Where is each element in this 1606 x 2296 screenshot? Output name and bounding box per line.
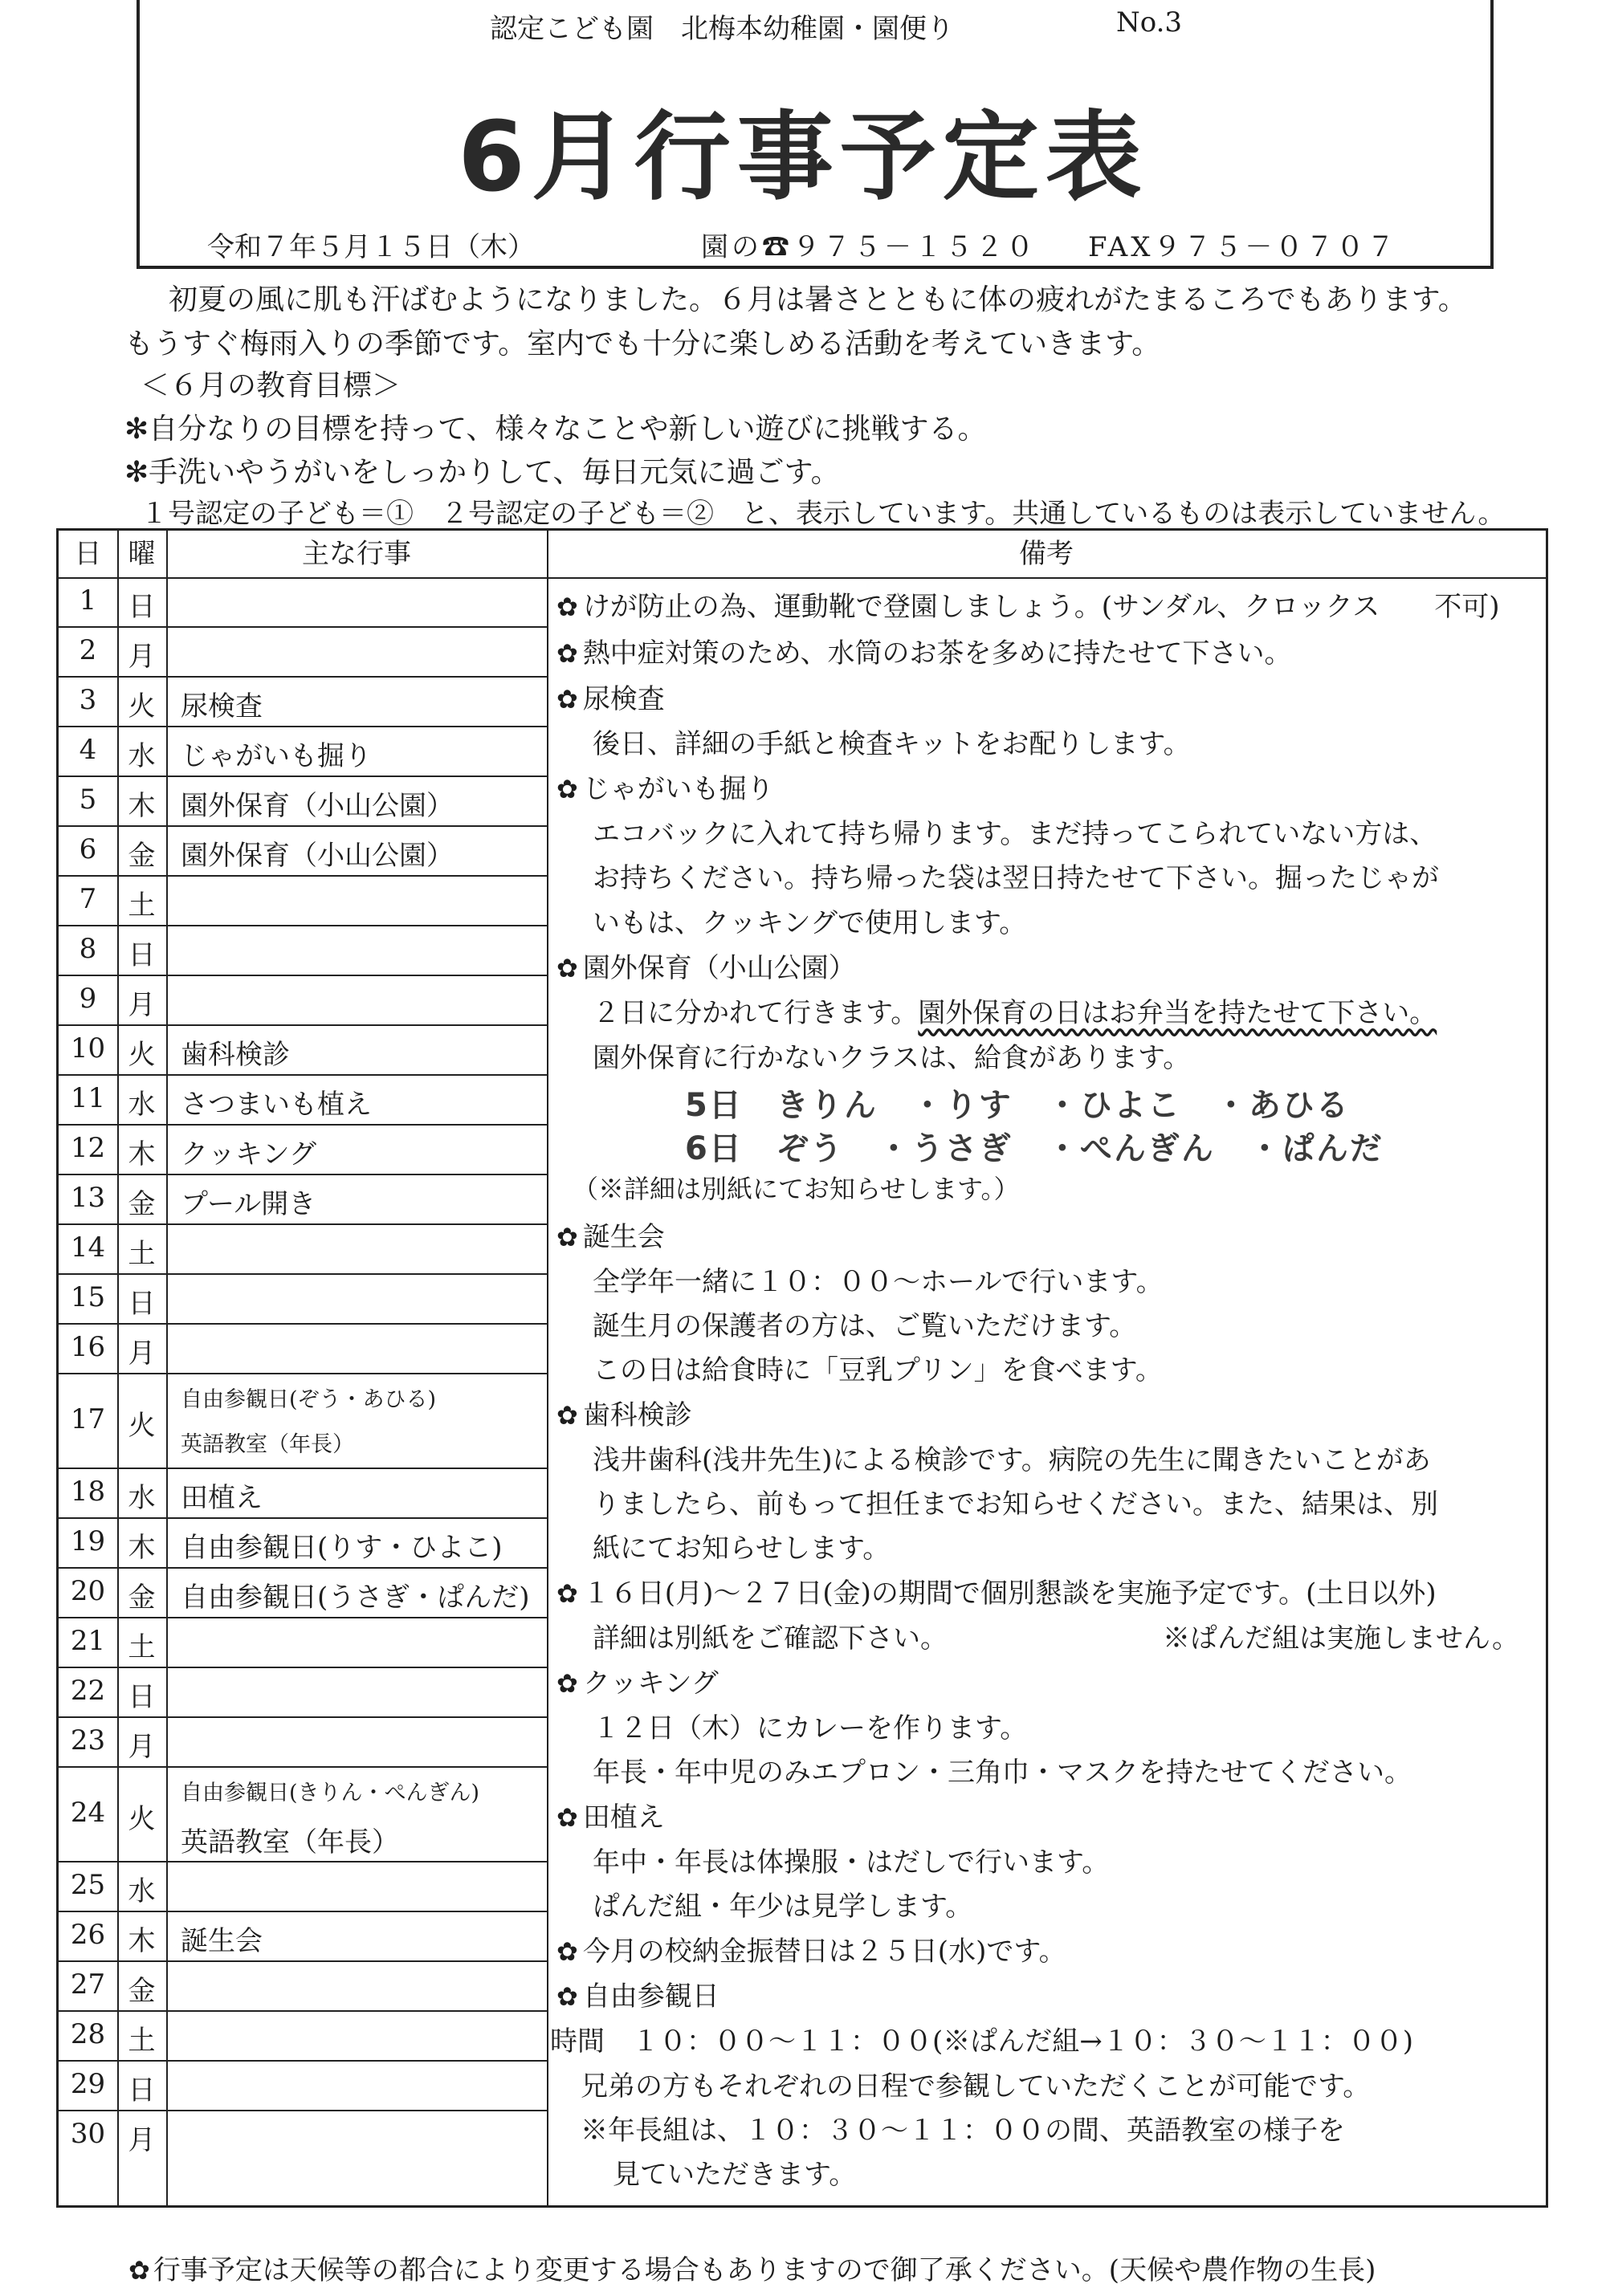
event-name: 自由参観日(りす・ひよこ) (181, 1532, 503, 1564)
table-row (59, 677, 547, 727)
day-number: 16 (70, 1331, 106, 1363)
day-number: 6 (79, 833, 97, 865)
event-name-secondary: 英語教室（年長） (181, 1826, 399, 1858)
event-name: 田植え (181, 1482, 263, 1514)
event-name: 尿検査 (181, 690, 263, 723)
weekday: 木 (128, 1925, 156, 1957)
note-visit-3: 見ていただきます。 (613, 2159, 857, 2191)
event-name: さつまいも植え (181, 1089, 372, 1121)
weekday: 金 (128, 840, 156, 872)
note-visit-title: ✿ 自由参観日 (556, 1974, 719, 2013)
day-number: 18 (70, 1476, 106, 1508)
fax-number: FAX９７５－０７０７ (1088, 231, 1398, 263)
day-number: 29 (70, 2068, 106, 2100)
table-row (59, 1224, 547, 1274)
day-number: 11 (70, 1082, 106, 1114)
note-payment: ✿ 今月の校納金振替日は２５日(水)です。 (556, 1929, 1066, 1968)
table-row (59, 2111, 547, 2160)
issue-number: No.3 (1116, 6, 1183, 39)
day-number: 17 (70, 1403, 106, 1435)
certification-legend: １号認定の子ども＝① ２号認定の子ども＝② と、表示しています。共通しているものは表示していません。 (141, 498, 1506, 530)
weekday: 水 (128, 1482, 156, 1514)
note-meetings: ✿ １６日(月)～２７日(金)の期間で個別懇談を実施予定です。(土日以外) (556, 1571, 1437, 1610)
phone-number: 園の☎９７５－１５２０ (701, 231, 1037, 263)
event-name: じゃがいも掘り (181, 740, 372, 772)
note-potato-1: エコバックに入れて持ち帰ります。まだ持ってこられていない方は、 (593, 818, 1437, 850)
table-row (59, 1174, 547, 1224)
note-cooking-1: １２日（木）にカレーを作ります。 (593, 1712, 1028, 1744)
note-visit-1: 兄弟の方もそれぞれの日程で参観していただくことが可能です。 (581, 2070, 1371, 2103)
weekday: 土 (128, 2025, 156, 2057)
column-divider (547, 531, 548, 2205)
weekday: 水 (128, 1875, 156, 1907)
day-number: 23 (70, 1724, 106, 1757)
weekday: 月 (128, 641, 156, 673)
table-row (59, 1324, 547, 1374)
table-row (59, 1075, 547, 1125)
day-number: 4 (79, 734, 97, 766)
table-row (59, 1961, 547, 2011)
event-name: 自由参観日(ぞう・あひる) (181, 1387, 437, 1412)
table-row (59, 2011, 547, 2061)
weekday: 月 (128, 989, 156, 1021)
weekday: 日 (128, 591, 156, 623)
table-row (59, 577, 547, 627)
day-number: 22 (70, 1675, 106, 1707)
note-outing-1 (593, 991, 1437, 1030)
day-number: 10 (70, 1032, 106, 1065)
weekday: 月 (128, 1731, 156, 1763)
note-potato-title: ✿ じゃがいも掘り (556, 767, 774, 806)
day-number: 19 (70, 1525, 106, 1557)
school-name: 認定こども園 北梅本幼稚園・園便り (490, 13, 954, 45)
day-number: 1 (79, 584, 97, 617)
day-number: 2 (79, 634, 97, 666)
weekday: 水 (128, 1089, 156, 1121)
header-event: 主な行事 (302, 538, 411, 570)
note-outing-title: ✿ 園外保育（小山公園） (556, 946, 856, 985)
table-row (59, 1374, 547, 1468)
weekday: 日 (128, 2074, 156, 2107)
weekday: 日 (128, 1288, 156, 1320)
note-dental-3: 紙にてお知らせします。 (593, 1533, 891, 1565)
day-number: 5 (79, 784, 97, 816)
table-row (59, 926, 547, 975)
weekday: 金 (128, 1188, 156, 1220)
note-outing-2: 園外保育に行かないクラスは、給食があります。 (593, 1042, 1191, 1074)
day-number: 14 (70, 1231, 106, 1264)
note-dental-title: ✿ 歯科検診 (556, 1393, 692, 1432)
weekday: 火 (128, 1410, 156, 1442)
event-name: 歯科検診 (181, 1039, 290, 1071)
note-birthday-1: 全学年一緒に１０：００～ホールで行います。 (593, 1266, 1164, 1298)
table-row (59, 1667, 547, 1717)
day-number: 25 (70, 1869, 106, 1901)
table-row (59, 975, 547, 1025)
header-day: 日 (74, 538, 102, 570)
day-number: 30 (70, 2118, 106, 2150)
table-row (59, 1717, 547, 1767)
note-birthday-3: この日は給食時に「豆乳プリン」を食べます。 (593, 1354, 1163, 1386)
goal-1: ✻自分なりの目標を持って、様々なことや新しい遊びに挑戦する。 (124, 413, 987, 446)
schedule-table (56, 528, 1548, 2208)
goal-2: ✻手洗いやうがいをしっかりして、毎日元気に過ごす。 (124, 456, 840, 489)
weekday: 金 (128, 1582, 156, 1614)
note-heatstroke: ✿ 熱中症対策のため、水筒のお茶を多めに持たせて下さい。 (556, 631, 1291, 670)
table-row (59, 1274, 547, 1324)
note-birthday-title: ✿ 誕生会 (556, 1215, 665, 1254)
event-name: 園外保育（小山公園） (181, 790, 454, 822)
day-number: 27 (70, 1968, 106, 2001)
table-row (59, 1911, 547, 1961)
weekday: 土 (128, 1631, 156, 1663)
weekday: 木 (128, 1532, 156, 1564)
intro-line-2: もうすぐ梅雨入りの季節です。室内でも十分に楽しめる活動を考えていきます。 (124, 328, 1161, 360)
event-name: クッキング (181, 1138, 316, 1170)
table-row (59, 1468, 547, 1518)
day-number: 24 (70, 1797, 106, 1829)
note-rice-2: ぱんだ組・年少は見学します。 (593, 1891, 973, 1923)
day-number: 20 (70, 1575, 106, 1607)
weekday: 日 (128, 1681, 156, 1713)
table-row (59, 1025, 547, 1075)
footer-note: ✿ 行事予定は天候等の都合により変更する場合もありますので御了承ください。(天候や農作物の生長) (128, 2248, 1376, 2287)
note-visit-2: ※年長組は、１０：３０～１１：００の間、英語教室の様子を (581, 2115, 1345, 2147)
day-number: 21 (70, 1625, 106, 1657)
event-name: 園外保育（小山公園） (181, 840, 454, 872)
event-name: 誕生会 (181, 1925, 263, 1957)
event-name: 自由参観日(きりん・ぺんぎん) (181, 1781, 480, 1805)
weekday: 火 (128, 1039, 156, 1071)
day-number: 12 (70, 1132, 106, 1164)
note-cooking-2: 年長・年中児のみエプロン・三角巾・マスクを持たせてください。 (593, 1757, 1412, 1789)
note-outing-detail: （※詳細は別紙にてお知らせします。） (573, 1174, 1020, 1204)
header-weekday: 曜 (128, 538, 156, 570)
weekday: 日 (128, 939, 156, 971)
note-shoes: ✿ けが防止の為、運動靴で登園しましょう。(サンダル、クロックス 不可) (556, 584, 1500, 624)
table-row (59, 876, 547, 926)
weekday: 水 (128, 740, 156, 772)
table-row (59, 1125, 547, 1174)
weekday: 土 (128, 889, 156, 922)
goals-heading: ＜６月の教育目標＞ (141, 369, 402, 402)
table-row (59, 1862, 547, 1911)
table-row (59, 826, 547, 876)
day-number: 28 (70, 2018, 106, 2050)
intro-line-1: 初夏の風に肌も汗ばむようになりました。６月は暑さとともに体の疲れがたまるころでもあります。 (169, 283, 1467, 316)
note-birthday-2: 誕生月の保護者の方は、ご覧いただけます。 (593, 1310, 1137, 1342)
table-row (59, 1518, 547, 1568)
table-row (59, 776, 547, 826)
table-row (59, 1618, 547, 1667)
weekday: 火 (128, 690, 156, 723)
event-name: 自由参観日(うさぎ・ぱんだ) (181, 1582, 530, 1614)
note-visit-time: 時間 １０：００～１１：００(※ぱんだ組→１０：３０～１１：００) (550, 2025, 1414, 2058)
day-number: 8 (79, 933, 97, 965)
header-notes: 備考 (1019, 538, 1074, 570)
day-number: 3 (79, 684, 97, 716)
note-meetings-panda: ※ぱんだ組は実施しません。 (1163, 1622, 1520, 1655)
note-outing-1a: ２日に分かれて行きます。 (593, 997, 919, 1029)
outing-day6-classes: 6日 ぞう ・うさぎ ・ぺんぎん ・ぱんだ (685, 1130, 1384, 1167)
weekday: 金 (128, 1975, 156, 2007)
table-row (59, 2061, 547, 2111)
weekday: 月 (128, 2124, 156, 2156)
event-name: プール開き (181, 1188, 316, 1220)
note-dental-2: りましたら、前もって担任までお知らせください。また、結果は、別 (593, 1488, 1438, 1520)
note-potato-2: お持ちください。持ち帰った袋は翌日持たせて下さい。掘ったじゃが (593, 862, 1439, 894)
note-meetings-detail: 詳細は別紙をご確認下さい。 (593, 1622, 948, 1655)
issue-date: 令和７年５月１５日（木） (207, 231, 535, 263)
note-cooking-title: ✿ クッキング (556, 1661, 719, 1700)
page-title: 6月行事予定表 (458, 102, 1148, 214)
table-row (59, 1568, 547, 1618)
note-outing-lunch: 園外保育の日はお弁当を持たせて下さい。 (918, 997, 1437, 1029)
note-urine-test: 後日、詳細の手紙と検査キットをお配りします。 (593, 728, 1191, 760)
day-number: 7 (79, 883, 97, 915)
weekday: 木 (128, 1138, 156, 1170)
day-number: 13 (70, 1182, 106, 1214)
note-dental-1: 浅井歯科(浅井先生)による検診です。病院の先生に聞きたいことがあ (593, 1444, 1431, 1476)
weekday: 木 (128, 790, 156, 822)
day-number: 9 (79, 983, 97, 1015)
note-urine-test-title: ✿ 尿検査 (556, 677, 665, 716)
table-row (59, 727, 547, 776)
weekday: 土 (128, 1238, 156, 1270)
outing-day5-classes: 5日 きりん ・りす ・ひよこ ・あひる (685, 1087, 1350, 1124)
note-rice-1: 年中・年長は体操服・はだしで行います。 (593, 1846, 1110, 1879)
weekday: 火 (128, 1803, 156, 1835)
event-name-secondary: 英語教室（年長） (181, 1432, 354, 1457)
table-row (59, 627, 547, 677)
note-potato-3: いもは、クッキングで使用します。 (593, 907, 1027, 939)
day-number: 15 (70, 1281, 106, 1313)
day-number: 26 (70, 1919, 106, 1951)
note-rice-title: ✿ 田植え (556, 1795, 665, 1834)
weekday: 月 (128, 1337, 156, 1370)
table-row (59, 1767, 547, 1862)
